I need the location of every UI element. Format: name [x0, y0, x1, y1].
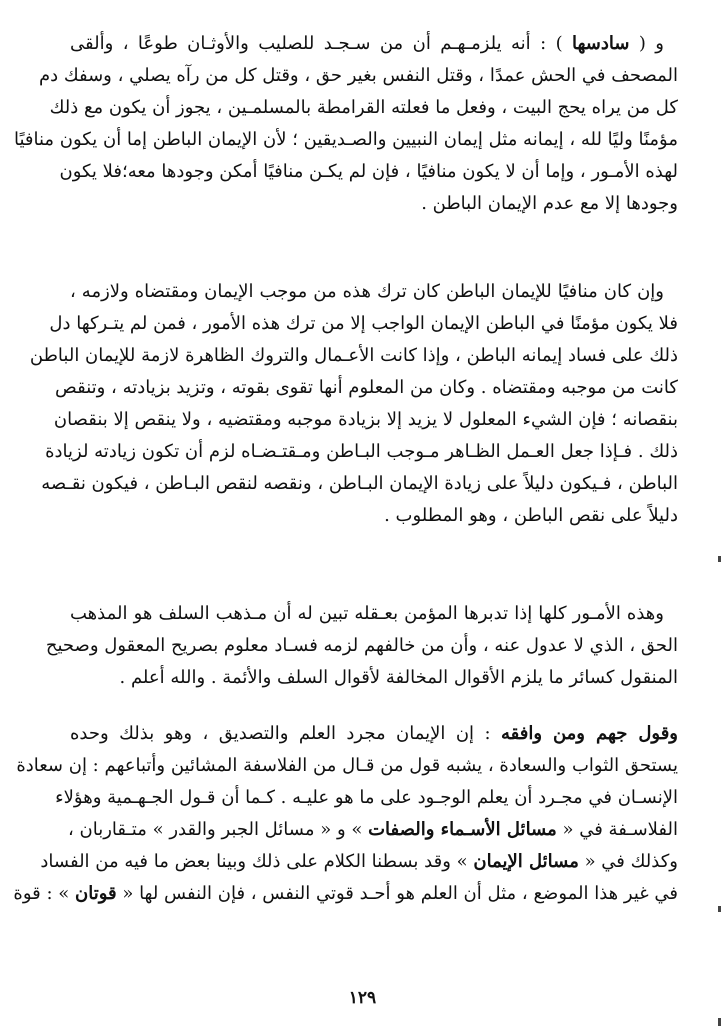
text-line: الفلاسـفة في « مسائل الأسـماء والصفات » و « مسائل الجبر والقدر » متـقاربان ،: [68, 819, 678, 840]
paragraph-1: [13, 28, 678, 220]
text-line: دليلاً على نقص الباطن ، وهو المطلوب .: [384, 505, 678, 526]
text-line: الإنسـان في مجـرد أن يعلم الوجـود على ما هو عليـه . كـما أن قـول الجـهـمية وهؤلاء: [55, 787, 678, 808]
text-line: كانت من موجبه ومقتضاه . وكان من المعلوم أنها تقوى بقوته ، وتزيد بزيادته ، وتنقص: [55, 377, 678, 398]
text-line: وإن كان منافيًا للإيمان الباطن كان ترك هذه من موجب الإيمان ومقتضاه ولازمه ،: [70, 281, 664, 302]
text-line: وجودها إلا مع عدم الإيمان الباطن .: [421, 193, 678, 214]
text-line: في غير هذا الموضع ، مثل أن العلم هو أحـد قوتي النفس ، فإن النفس لها « قوتان » : قوة: [13, 883, 678, 904]
scan-mark: [718, 906, 721, 912]
bold-term: مسائل الأسـماء والصفات: [368, 819, 557, 840]
text-line: لهذه الأمـور ، وإما أن لا يكون منافيًا ، فإن لم يكـن منافيًا أمكن وجودها معه؛فلا يكون: [59, 161, 678, 182]
paragraph-2: [29, 276, 678, 532]
text-line: الباطن ، فـيكون دليلاً على زيادة الإيمان البـاطن ، ونقصه لنقص البـاطن ، فيكون نقـصه: [41, 473, 678, 494]
scan-mark: [718, 1018, 721, 1026]
text-line: وقول جهم ومن وافقه : إن الإيمان مجرد العلم والتصديق ، وهو بذلك وحده: [70, 723, 679, 744]
text-line: وكذلك في « مسائل الإيمان » وقد بسطنا الكلام على ذلك وبينا بعض ما فيه من الفساد: [40, 851, 678, 872]
bold-term: قوتان: [74, 883, 117, 904]
text-line: بنقصانه ؛ فإن الشيء المعلول لا يزيد إلا بزيادة موجبه ومقتضيه ، ولا ينقص إلا بنقصان: [53, 409, 678, 430]
text-line: ذلك . فـإذا جعل العـمل الظـاهر مـوجب البـاطن ومـقتـضـاه لزم أن تكون زيادته لزيادة: [45, 441, 678, 462]
text-line: فلا يكون مؤمنًا في الباطن الإيمان الواجب إلا من ترك هذه الأمور ، فمن لم يتـركها دل: [49, 313, 678, 334]
text-line: المنقول كسائر ما يلزم الأقوال المخالفة لأقوال السلف والأئمة . والله أعلم .: [119, 667, 678, 688]
section-heading: سادسها: [572, 33, 630, 54]
paragraph-3: [45, 598, 678, 694]
text-line: ذلك على فساد إيمانه الباطن ، وإذا كانت الأعـمال والتروك الظاهرة لازمة للإيمان الباطن: [29, 345, 678, 366]
text-line: المصحف في الحش عمدًا ، وقتل النفس بغير حق ، وقتل كل من رآه يصلي ، وسفك دم: [38, 65, 678, 86]
section-heading: وقول جهم ومن وافقه: [500, 723, 679, 744]
paragraph-4: [13, 718, 679, 910]
text-line: وهذه الأمـور كلها إذا تدبرها المؤمن بعـقله تبين له أن مـذهب السلف هو المذهب: [70, 603, 664, 624]
text-line: يستحق الثواب والسعادة ، يشبه قول من قـال من الفلاسفة المشائين وأتباعهم : إن سعادة: [16, 755, 678, 776]
text-line: كل من يراه يحج البيت ، وفعل ما فعلته القرامطة بالمسلمـين ، يجوز أن يكون مع ذلك: [49, 97, 678, 118]
text-line: الحق ، الذي لا عدول عنه ، وأن من خالفهم لزمه فسـاد معلوم بصريح المعقول وصحيح: [45, 635, 678, 656]
bold-term: مسائل الإيمان: [473, 851, 579, 872]
scan-mark: [718, 556, 721, 562]
text-line: مؤمنًا وليًا لله ، إيمانه مثل إيمان النبيين والصـديقين ؛ لأن الإيمان الباطن إما أن يكون منافيًا: [13, 129, 678, 150]
text-line: و ( سادسها ) : أنه يلزمـهـم أن من سـجـد للصليب والأوثـان طوعًا ، وألقى: [70, 33, 664, 54]
page-number: ١٢٩: [348, 988, 377, 1008]
